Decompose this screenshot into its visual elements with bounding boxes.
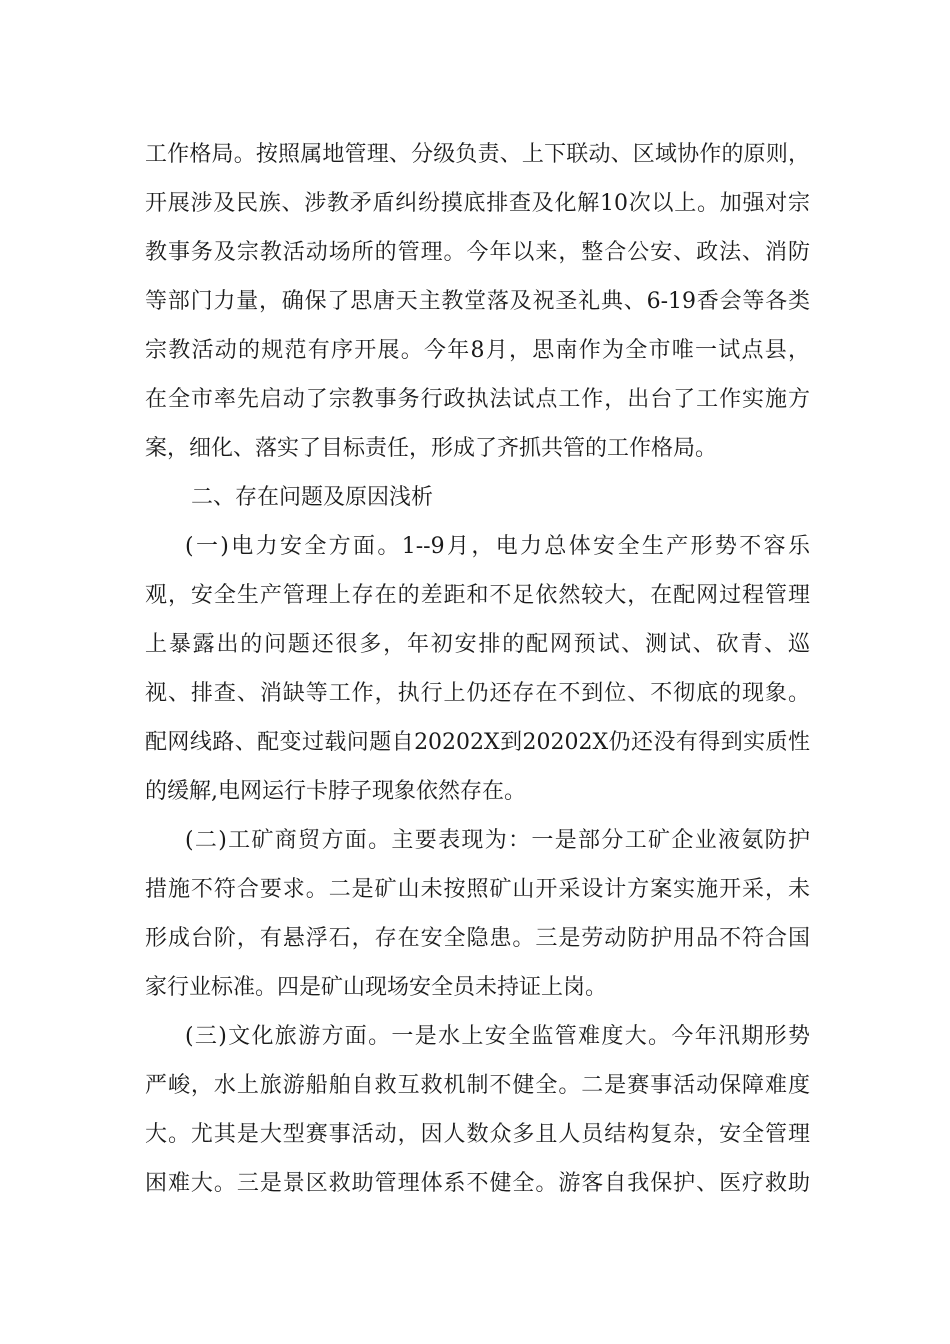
text-line-17: 形成台阶，有悬浮石，存在安全隐患。三是劳动防护用品不符合国 (145, 926, 810, 951)
text-line-15: (二)工矿商贸方面。主要表现为：一是部分工矿企业液氨防护 (185, 828, 810, 853)
text-line-18: 家行业标准。四是矿山现场安全员未持证上岗。 (145, 975, 608, 1000)
section-heading: 二、存在问题及原因浅析 (191, 485, 434, 510)
text-line-13: 配网线路、配变过载问题自20202X到20202X仍还没有得到实质性 (145, 730, 810, 755)
text-line-3: 教事务及宗教活动场所的管理。今年以来，整合公安、政法、消防 (145, 240, 810, 265)
text-line-7: 案，细化、落实了目标责任，形成了齐抓共管的工作格局。 (145, 436, 718, 461)
text-line-21: 大。尤其是大型赛事活动，因人数众多且人员结构复杂，安全管理 (145, 1122, 810, 1147)
text-line-10: 观，安全生产管理上存在的差距和不足依然较大，在配网过程管理 (145, 583, 810, 608)
text-line-6: 在全市率先启动了宗教事务行政执法试点工作，出台了工作实施方 (145, 387, 810, 412)
text-line-12: 视、排查、消缺等工作，执行上仍还存在不到位、不彻底的现象。 (145, 681, 810, 706)
document-body (145, 130, 810, 1208)
text-line-22: 困难大。三是景区救助管理体系不健全。游客自我保护、医疗救助 (145, 1171, 810, 1196)
text-line-4: 等部门力量，确保了思唐天主教堂落及祝圣礼典、6-19香会等各类 (145, 289, 810, 314)
text-line-2: 开展涉及民族、涉教矛盾纠纷摸底排查及化解10次以上。加强对宗 (145, 191, 810, 216)
text-line-1: 工作格局。按照属地管理、分级负责、上下联动、区域协作的原则， (145, 142, 810, 167)
text-line-20: 严峻，水上旅游船舶自救互救机制不健全。二是赛事活动保障难度 (145, 1073, 810, 1098)
text-line-19: (三)文化旅游方面。一是水上安全监管难度大。今年汛期形势 (185, 1024, 810, 1049)
text-line-9: (一)电力安全方面。1--9月，电力总体安全生产形势不容乐 (185, 534, 810, 559)
text-line-5: 宗教活动的规范有序开展。今年8月，思南作为全市唯一试点县， (145, 338, 810, 363)
text-line-14: 的缓解,电网运行卡脖子现象依然存在。 (145, 779, 526, 804)
text-line-11: 上暴露出的问题还很多，年初安排的配网预试、测试、砍青、巡 (145, 632, 810, 657)
text-line-16: 措施不符合要求。二是矿山未按照矿山开采设计方案实施开采，未 (145, 877, 810, 902)
